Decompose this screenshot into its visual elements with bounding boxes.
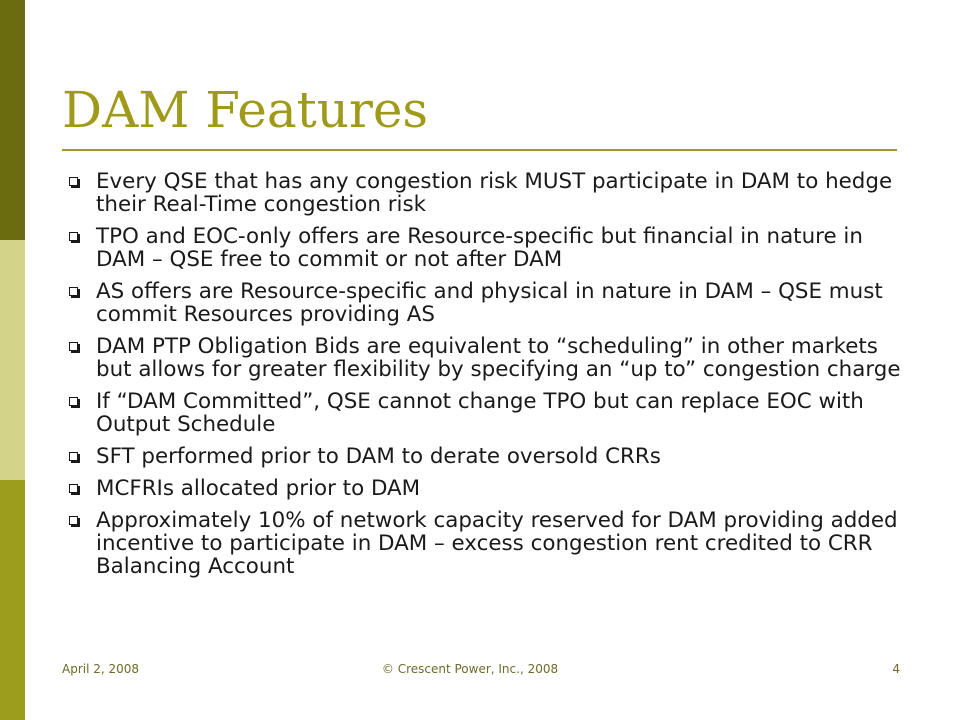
bullet-text: Approximately 10% of network capacity reserved for DAM providing added incentive to participate in DAM – excess congestion rent credited to CRR Balancing Account <box>96 508 898 579</box>
bullet-item <box>68 335 908 381</box>
square-bullet-icon <box>69 516 78 525</box>
bullet-item <box>68 170 908 216</box>
sidebar-band-bottom <box>0 480 25 720</box>
bullet-item <box>68 280 908 326</box>
bullet-text: DAM PTP Obligation Bids are equivalent to “scheduling” in other markets but allows for greater flexibility by specifying an “up to” congestion charge <box>96 334 901 382</box>
bullet-item <box>68 225 908 271</box>
bullet-item <box>68 390 908 436</box>
square-bullet-icon <box>69 232 78 241</box>
bullet-list <box>68 170 908 587</box>
slide-title: DAM Features <box>62 81 429 139</box>
bullet-text: Every QSE that has any congestion risk MUST participate in DAM to hedge their Real-Time congestion risk <box>96 169 893 217</box>
bullet-item <box>68 445 908 468</box>
title-divider <box>62 149 897 151</box>
square-bullet-icon <box>69 452 78 461</box>
sidebar-band-middle <box>0 240 25 480</box>
square-bullet-icon <box>69 287 78 296</box>
bullet-text: AS offers are Resource-specific and physical in nature in DAM – QSE must commit Resources providing AS <box>96 279 883 327</box>
square-bullet-icon <box>69 484 78 493</box>
bullet-item <box>68 509 908 578</box>
bullet-item <box>68 477 908 500</box>
sidebar-band-top <box>0 0 25 240</box>
footer-copyright: © Crescent Power, Inc., 2008 <box>381 662 559 676</box>
bullet-text: SFT performed prior to DAM to derate oversold CRRs <box>96 444 661 469</box>
page-number: 4 <box>892 662 900 676</box>
footer-date: April 2, 2008 <box>62 662 140 676</box>
bullet-text: MCFRIs allocated prior to DAM <box>96 476 421 501</box>
bullet-text: TPO and EOC-only offers are Resource-specific but financial in nature in DAM – QSE free to commit or not after DAM <box>96 224 863 272</box>
square-bullet-icon <box>69 177 78 186</box>
square-bullet-icon <box>69 397 78 406</box>
bullet-text: If “DAM Committed”, QSE cannot change TPO but can replace EOC with Output Schedule <box>96 389 864 437</box>
square-bullet-icon <box>69 342 78 351</box>
